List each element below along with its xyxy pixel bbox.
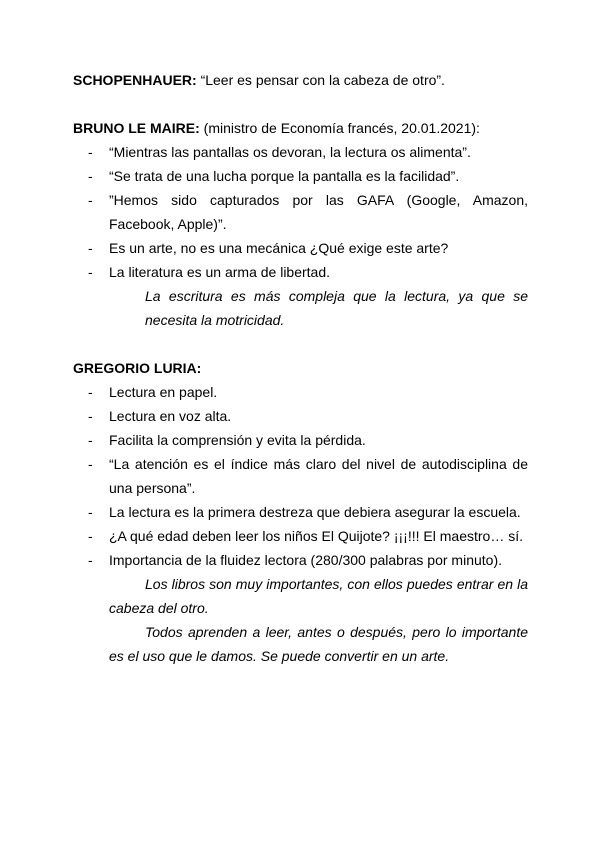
schopenhauer-author: SCHOPENHAUER: <box>73 72 197 88</box>
luria-note-2: Todos aprenden a leer, antes o después, pero lo importante es el uso que le damos. Se puede convertir en un arte. <box>109 624 528 664</box>
luria-note-1: Los libros son muy importantes, con ellos puedes entrar en la cabeza del otro. <box>109 576 528 616</box>
schopenhauer-quote: “Leer es pensar con la cabeza de otro”. <box>196 72 445 88</box>
list-item: - La literatura es un arma de libertad. <box>73 260 528 284</box>
list-item: - Importancia de la fluidez lectora (280/300 palabras por minuto). <box>73 548 528 572</box>
list-item: - “Se trata de una lucha porque la pantalla es la facilidad”. <box>73 164 528 188</box>
lemaire-list <box>73 140 528 284</box>
spacer <box>73 92 528 116</box>
luria-author: GREGORIO LURIA: <box>73 360 202 376</box>
list-item: - “La atención es el índice más claro del nivel de autodisciplina de una persona”. <box>73 452 528 500</box>
list-item: - ”Hemos sido capturados por las GAFA (Google, Amazon, Facebook, Apple)”. <box>73 188 528 236</box>
lemaire-context: (ministro de Economía francés, 20.01.2021): <box>199 120 480 136</box>
lemaire-note: La escritura es más compleja que la lectura, ya que se necesita la motricidad. <box>145 288 528 328</box>
lemaire-author: BRUNO LE MAIRE: <box>73 120 200 136</box>
lemaire-heading <box>73 116 528 140</box>
spacer <box>73 332 528 356</box>
luria-list <box>73 380 528 572</box>
list-item: - Lectura en voz alta. <box>73 404 528 428</box>
luria-heading <box>73 356 528 380</box>
list-item: - Facilita la comprensión y evita la pérdida. <box>73 428 528 452</box>
list-item: - ¿A qué edad deben leer los niños El Quijote? ¡¡¡!!! El maestro… sí. <box>73 524 528 548</box>
list-item: - Es un arte, no es una mecánica ¿Qué exige este arte? <box>73 236 528 260</box>
list-item: - La lectura es la primera destreza que debiera asegurar la escuela. <box>73 500 528 524</box>
list-item: - “Mientras las pantallas os devoran, la lectura os alimenta”. <box>73 140 528 164</box>
schopenhauer-paragraph <box>73 68 528 92</box>
list-item: - Lectura en papel. <box>73 380 528 404</box>
